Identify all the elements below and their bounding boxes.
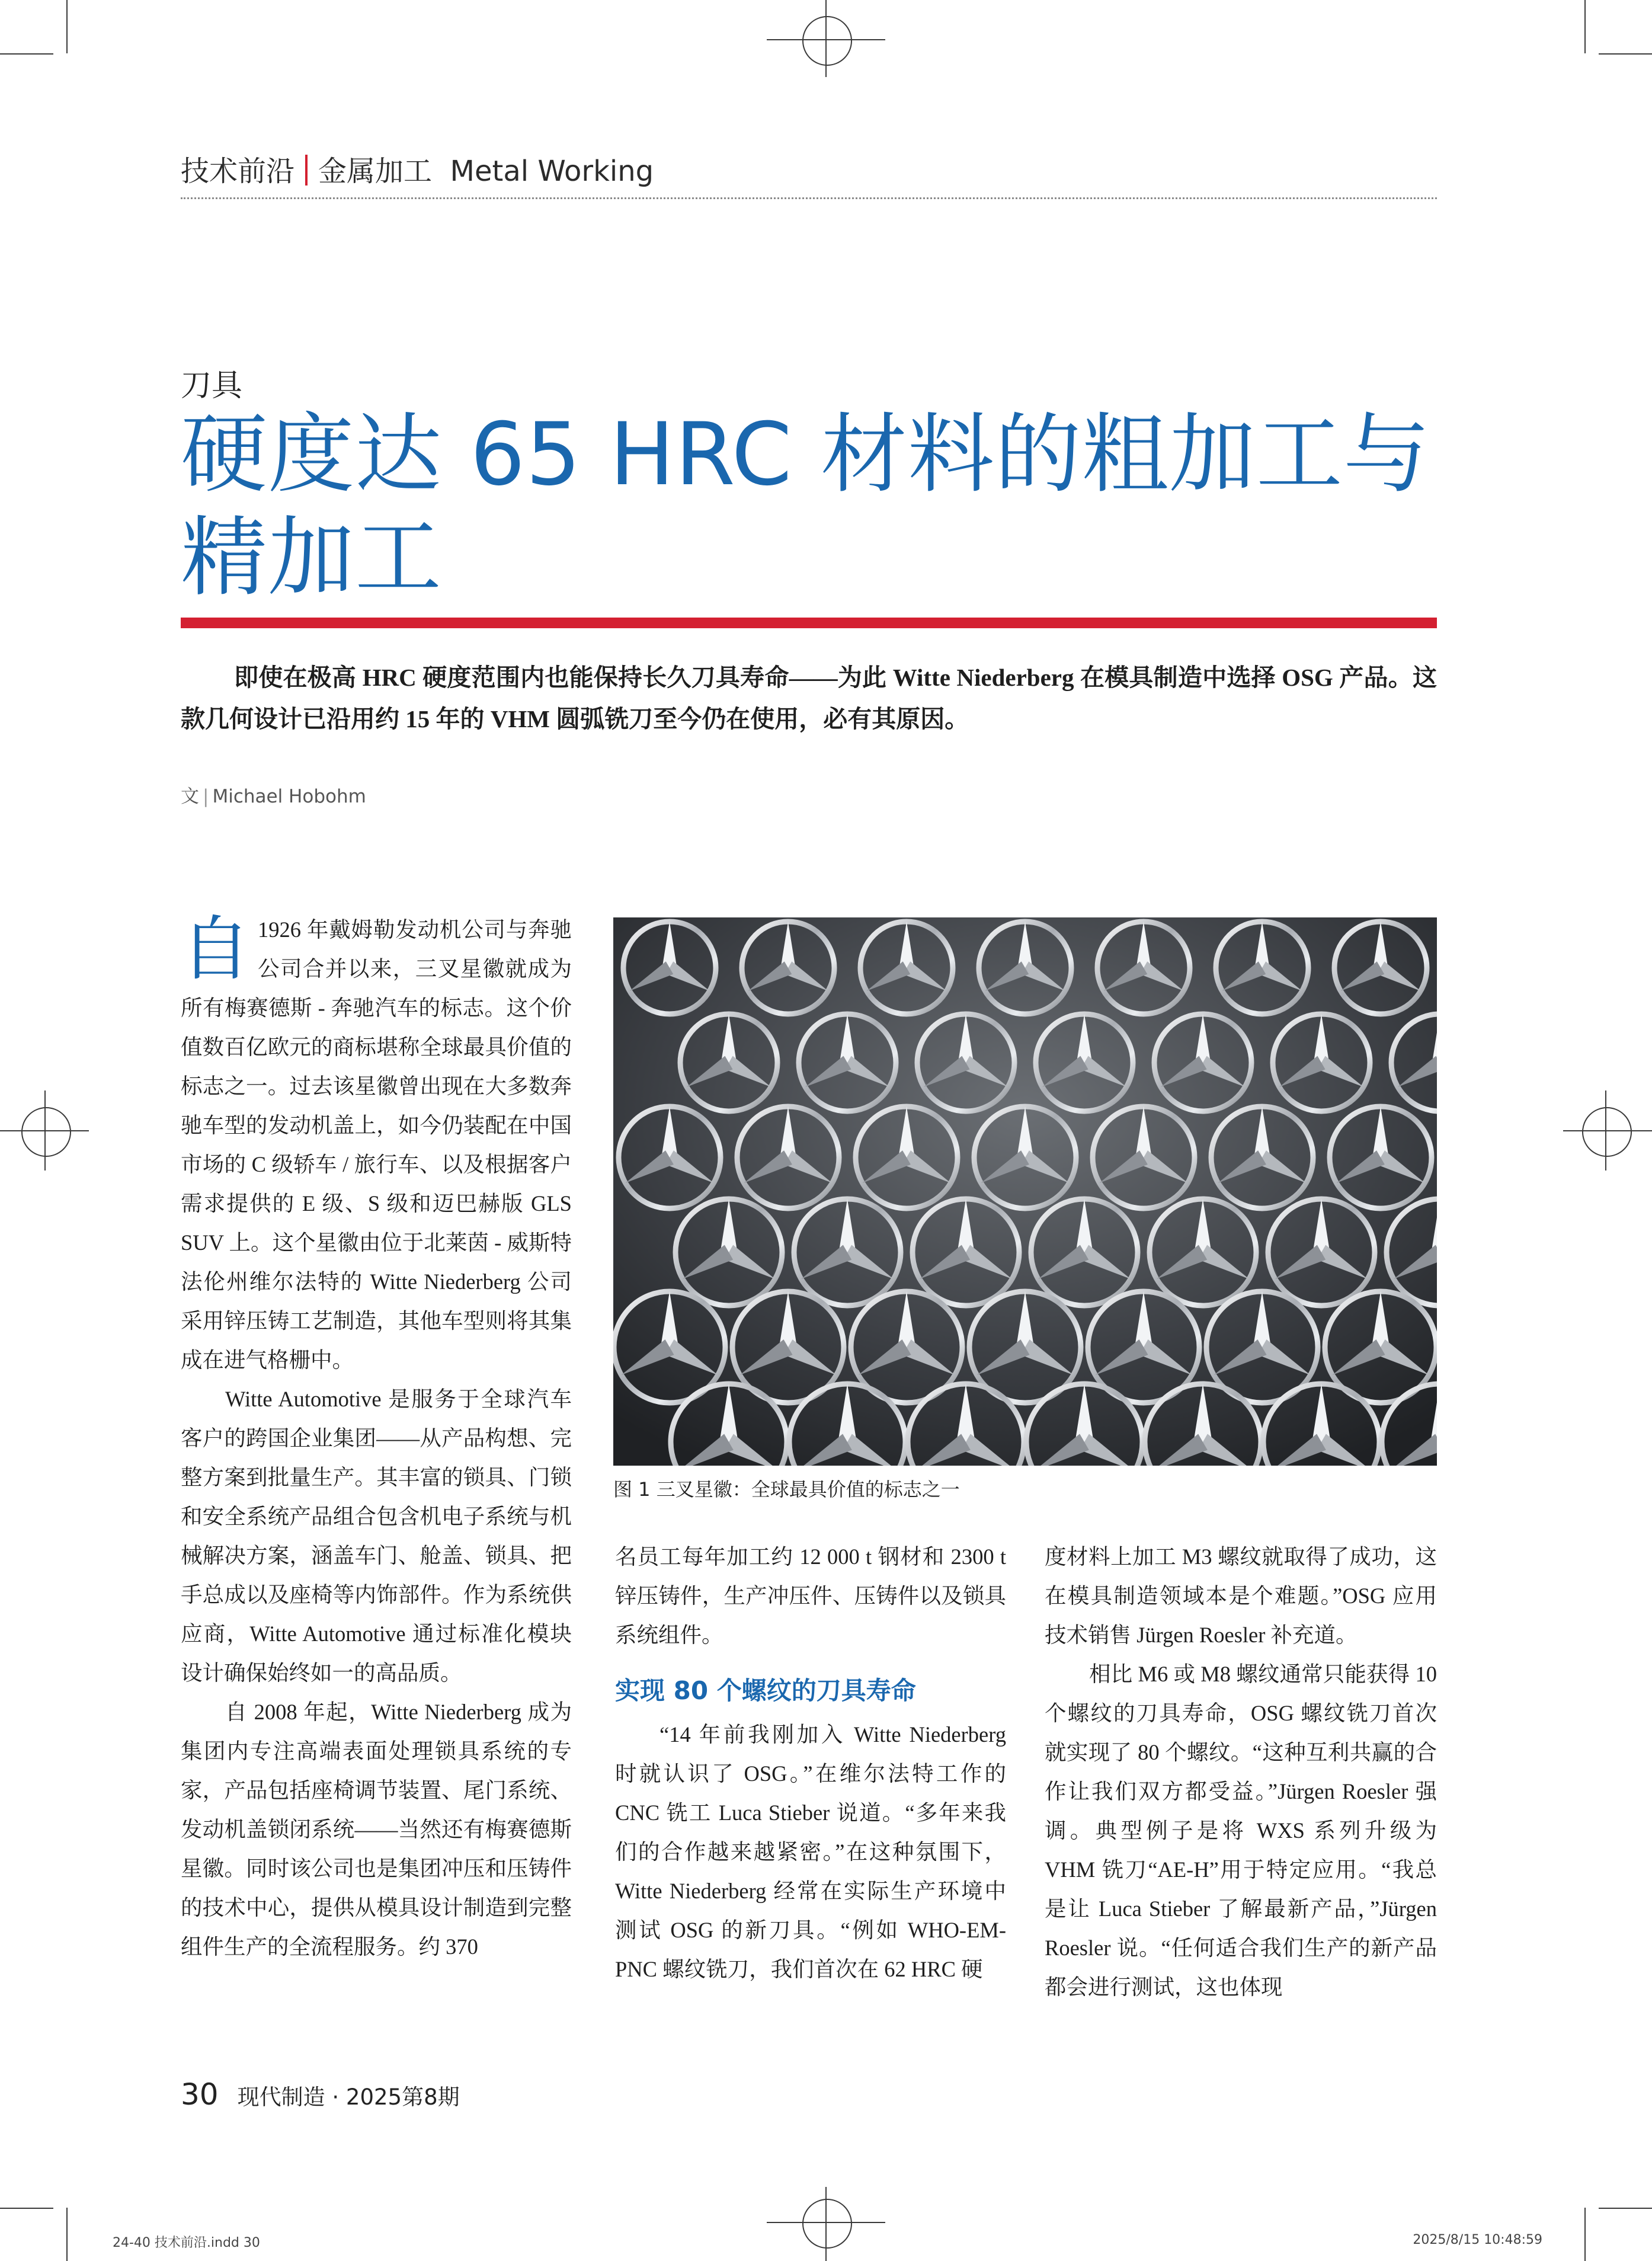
body-paragraph: 相比 M6 或 M8 螺纹通常只能获得 10 个螺纹的刀具寿命，OSG 螺纹铣刀首次就实现了 80 个螺纹。“这种互利共赢的合作让我们双方都受益。”Jürgen Roesler 强调。典型例子是将 WXS 系列升级为 VHM 铣刀“AE-H”用于特定应用。“我总是让 Luca Stieber 了解最新产品，”Jürgen Roesler 说。“任何适合我们生产的新产品都会进行测试，这也体现 xyxy=(1045,1662,1437,1999)
byline-label: 文 xyxy=(181,786,199,807)
figure-image xyxy=(613,917,1437,1466)
registration-mark xyxy=(21,1107,71,1157)
body-column-3 xyxy=(1045,1537,1437,2007)
registration-mark xyxy=(825,0,827,77)
crop-mark xyxy=(1599,53,1652,55)
body-paragraph: 自 2008 年起，Witte Niederberg 成为集团内专注高端表面处理锁具系统的专家，产品包括座椅调节装置、尾门系统、发动机盖锁闭系统——当然还有梅赛德斯星徽。同时该公司也是集团冲压和压铸件的技术中心，提供从模具设计制造到完整组件生产的全流程服务。约 370 xyxy=(181,1700,572,1959)
publication-name: 现代制造 · 2025第8期 xyxy=(237,2084,460,2110)
crop-mark xyxy=(1584,2208,1586,2261)
section-label: 技术前沿 xyxy=(181,155,295,188)
header-rule xyxy=(181,197,1437,199)
print-slug-time: 2025/8/15 10:48:59 xyxy=(1413,2233,1542,2247)
figure-caption: 图 1 三叉星徽：全球最具价值的标志之一 xyxy=(613,1478,960,1501)
drop-cap: 自 xyxy=(181,908,251,990)
registration-mark xyxy=(825,2187,827,2261)
subsection-label: 金属加工 xyxy=(318,155,433,188)
registration-mark xyxy=(1582,1107,1632,1157)
crop-mark xyxy=(0,2208,53,2209)
subsection-en-label: Metal Working xyxy=(450,155,654,188)
body-paragraph: “14 年前我刚加入 Witte Niederberg 时就认识了 OSG。”在维尔法特工作的 CNC 铣工 Luca Stieber 说道。“多年来我们的合作越来越紧密。”在这种氛围下，Witte Niederberg 经常在实际生产环境中测试 OSG 的新刀具。“例如 WHO-EM-PNC 螺纹铣刀，我们首次在 62 HRC 硬 xyxy=(615,1722,1006,1981)
crop-mark xyxy=(66,0,68,53)
registration-mark xyxy=(1563,1130,1652,1131)
registration-mark xyxy=(802,2199,852,2249)
paragraph-text: 1926 年戴姆勒发动机公司与奔驰公司合并以来，三叉星徽就成为所有梅赛德斯 - 奔驰汽车的标志。这个价值数百亿欧元的商标堪称全球最具价值的标志之一。过去该星徽曾出现在大多数奔驰车型的发动机盖上，如今仍装配在中国市场的 C 级轿车 / 旅行车、以及根据客户需求提供的 E 级、S 级和迈巴赫版 GLS SUV 上。这个星徽由位于北莱茵 - 威斯特法伦州维尔法特的 Witte Niederberg 公司采用锌压铸工艺制造，其他车型则将其集成在进气格栅中。 xyxy=(181,917,572,1372)
article-lead: 即使在极高 HRC 硬度范围内也能保持长久刀具寿命——为此 Witte Niederberg 在模具制造中选择 OSG 产品。这款几何设计已沿用约 15 年的 VHM 圆弧铣刀至今仍在使用，必有其原因。 xyxy=(181,664,1437,733)
crop-mark xyxy=(66,2208,68,2261)
page-footer xyxy=(181,2077,460,2112)
body-paragraph: Witte Automotive 是服务于全球汽车客户的跨国企业集团——从产品构想、完整方案到批量生产。其丰富的锁具、门锁和安全系统产品组合包含机电子系统与机械解决方案，涵盖车门、舱盖、锁具、把手总成以及座椅等内饰部件。作为系统供应商，Witte Automotive 通过标准化模块设计确保始终如一的高品质。 xyxy=(181,1387,572,1685)
article-kicker: 刀具 xyxy=(181,368,243,404)
body-paragraph: 度材料上加工 M3 螺纹就取得了成功，这在模具制造领域本是个难题。”OSG 应用技术销售 Jürgen Roesler 补充道。 xyxy=(1045,1544,1437,1647)
header-divider xyxy=(305,155,308,186)
mercedes-star-emblems-photo xyxy=(613,917,1437,1466)
body-column-1 xyxy=(181,910,572,1966)
section-subhead: 实现 80 个螺纹的刀具寿命 xyxy=(615,1676,916,1705)
crop-mark xyxy=(1584,0,1586,53)
crop-mark xyxy=(0,53,53,55)
registration-mark xyxy=(44,1090,46,1171)
byline: 文 | Michael Hobohm xyxy=(181,786,366,807)
crop-mark xyxy=(1599,2208,1652,2209)
body-paragraph xyxy=(181,910,572,1380)
registration-mark xyxy=(802,16,852,66)
article-title: 硬度达 65 HRC 材料的粗加工与精加工 xyxy=(181,404,1430,608)
page-number: 30 xyxy=(181,2077,219,2112)
title-rule xyxy=(181,618,1437,628)
running-header xyxy=(181,148,654,189)
body-column-2 xyxy=(615,1537,1006,1989)
registration-mark xyxy=(1605,1090,1606,1171)
byline-author: Michael Hobohm xyxy=(212,786,366,807)
body-paragraph: 名员工每年加工约 12 000 t 钢材和 2300 t 锌压铸件，生产冲压件、压铸件以及锁具系统组件。 xyxy=(615,1544,1006,1647)
print-slug-file: 24-40 技术前沿.indd 30 xyxy=(113,2236,260,2250)
